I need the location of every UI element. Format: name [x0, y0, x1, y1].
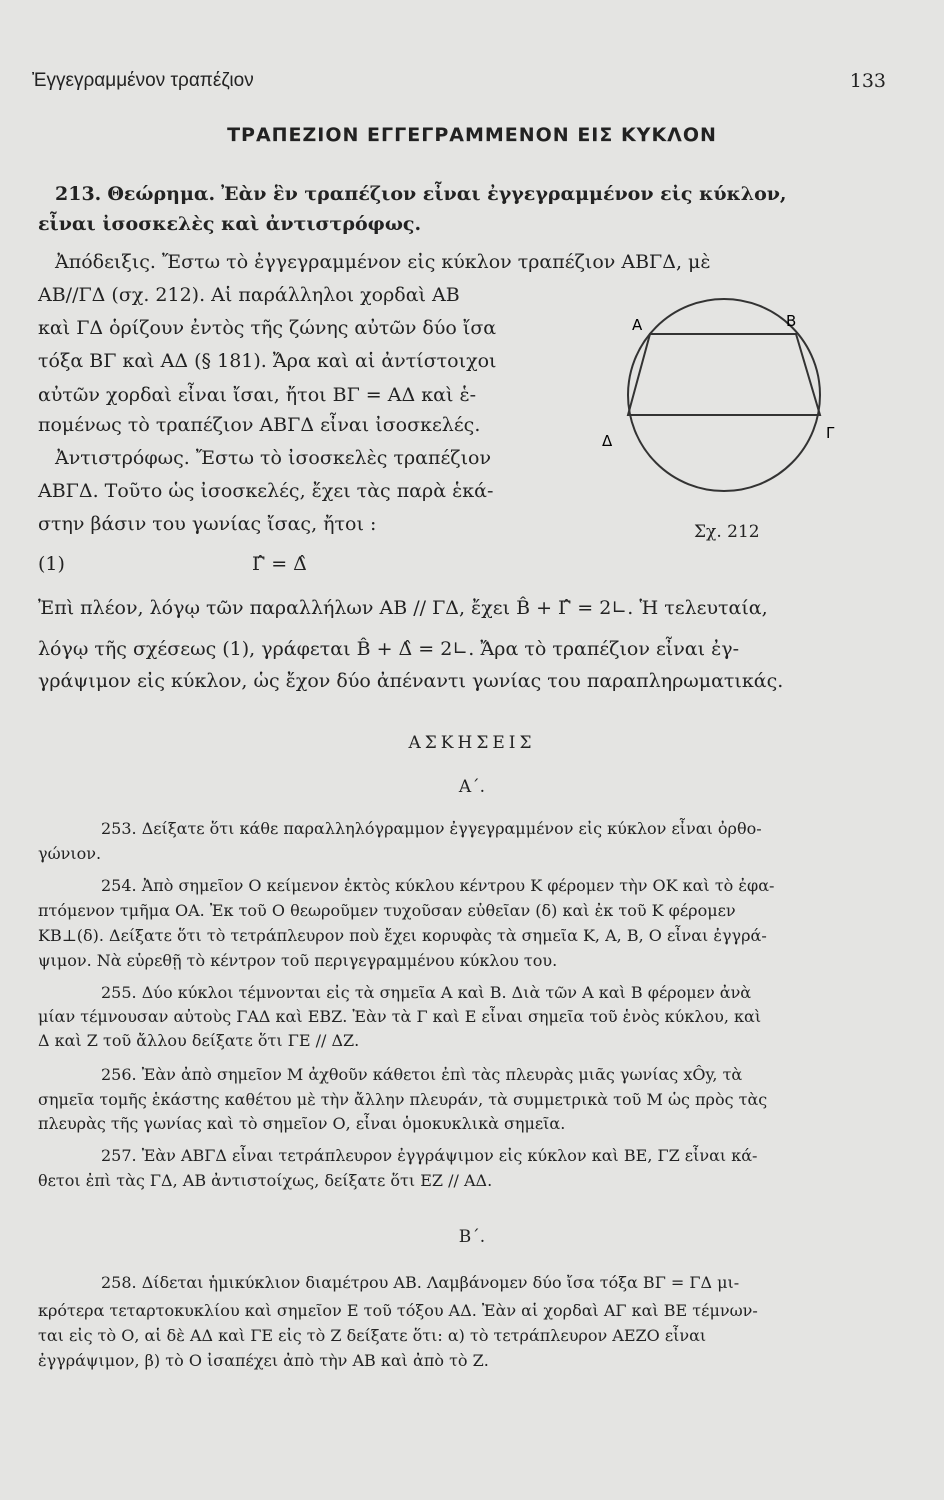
- vertex-label-d: Δ: [602, 432, 613, 450]
- proof-line: ΑΒ//ΓΔ (σχ. 212). Αἱ παράλληλοι χορδαὶ ΑΒ: [38, 284, 460, 306]
- proof-line: πομένως τὸ τραπέζιον ΑΒΓΔ εἶναι ἰσοσκελές.: [38, 414, 481, 436]
- trapezoid: [628, 334, 820, 415]
- equation-number: (1): [38, 553, 65, 575]
- exercise-line: Δ καὶ Ζ τοῦ ἄλλου δείξατε ὅτι ΓΕ // ΔΖ.: [38, 1031, 360, 1050]
- exercise-line: ἐγγράψιμον, β) τὸ Ο ἰσαπέχει ἀπὸ τὴν ΑΒ καὶ ἀπὸ τὸ Ζ.: [38, 1351, 489, 1370]
- conclusion-line: Ἐπὶ πλέον, λόγῳ τῶν παραλλήλων ΑΒ // ΓΔ, ἔχει B̂ + Γ̂ = 2∟. Ἡ τελευταία,: [38, 597, 768, 619]
- exercise-line: πλευρὰς τῆς γωνίας καὶ τὸ σημεῖον Ο, εἶναι ὁμοκυκλικὰ σημεῖα.: [38, 1114, 566, 1133]
- exercise-line: μίαν τέμνουσαν αὐτοὺς ΓΑΔ καὶ ΕΒΖ. Ἐὰν τὰ Γ καὶ Ε εἶναι σημεῖα τοῦ ἑνὸς κύκλου, καὶ: [38, 1007, 762, 1026]
- page-number: 133: [849, 70, 886, 92]
- exercise-group-b: Β΄.: [458, 1227, 486, 1247]
- exercise-line: ψιμον. Νὰ εὑρεθῇ τὸ κέντρον τοῦ περιγεγραμμένου κύκλου του.: [38, 951, 558, 970]
- exercise-line: ΚΒ⊥(δ). Δείξατε ὅτι τὸ τετράπλευρον ποὺ ἔχει κορυφὰς τὰ σημεῖα Κ, Α, Β, Ο εἶναι ἐγγρά-: [38, 926, 767, 945]
- section-title: ΤΡΑΠΕΖΙΟΝ ΕΓΓΕΓΡΑΜΜΕΝΟΝ ΕΙΣ ΚΥΚΛΟΝ: [227, 124, 717, 146]
- proof-line: ΑΒΓΔ. Τοῦτο ὡς ἰσοσκελές, ἔχει τὰς παρὰ ἑκά-: [38, 480, 494, 502]
- figure-212: [596, 290, 856, 550]
- proof-line: τόξα ΒΓ καὶ ΑΔ (§ 181). Ἄρα καὶ αἱ ἀντίστοιχοι: [38, 350, 497, 372]
- theorem-statement-2: εἶναι ἰσοσκελὲς καὶ ἀντιστρόφως.: [38, 213, 422, 235]
- exercises-title: ΑΣΚΗΣΕΙΣ: [408, 733, 536, 753]
- exercise-line: 258. Δίδεται ἡμικύκλιον διαμέτρου ΑΒ. Λαμβάνομεν δύο ἴσα τόξα ΒΓ = ΓΔ μι-: [101, 1273, 740, 1292]
- theorem-line-2: [38, 212, 421, 236]
- exercise-line: ται εἰς τὸ Ο, αἱ δὲ ΑΔ καὶ ΓΕ εἰς τὸ Ζ δείξατε ὅτι: α) τὸ τετράπλευρον ΑΕΖΟ εἶναι: [38, 1326, 707, 1345]
- exercise-line: σημεῖα τομῆς ἑκάστης καθέτου μὲ τὴν ἄλλην πλευράν, τὰ συμμετρικὰ τοῦ Μ ὡς πρὸς τὰς: [38, 1090, 768, 1109]
- vertex-label-a: Α: [632, 316, 643, 334]
- exercise-line: γώνιον.: [38, 844, 102, 863]
- exercise-line: πτόμενον τμῆμα ΟΑ. Ἐκ τοῦ Ο θεωροῦμεν τυχοῦσαν εὐθεῖαν (δ) καὶ ἐκ τοῦ Κ φέρομεν: [38, 901, 736, 920]
- exercise-line: 254. Ἀπὸ σημεῖον Ο κείμενον ἐκτὸς κύκλου κέντρου Κ φέρομεν τὴν ΟΚ καὶ τὸ ἐφα-: [101, 876, 775, 895]
- conclusion-line: λόγῳ τῆς σχέσεως (1), γράφεται B̂ + Δ̂ = 2∟. Ἄρα τὸ τραπέζιον εἶναι ἐγ-: [38, 638, 740, 660]
- proof-line: αὐτῶν χορδαὶ εἶναι ἴσαι, ἤτοι ΒΓ = ΑΔ καὶ ἑ-: [38, 384, 477, 406]
- vertex-label-g: Γ: [826, 424, 835, 442]
- proof-line: στην βάσιν του γωνίας ἴσας, ἤτοι :: [38, 513, 377, 535]
- theorem-number: 213.: [55, 183, 102, 205]
- exercise-line: 253. Δείξατε ὅτι κάθε παραλληλόγραμμον ἐγγεγραμμένον εἰς κύκλον εἶναι ὀρθο-: [101, 819, 762, 838]
- exercise-line: 255. Δύο κύκλοι τέμνονται εἰς τὰ σημεῖα Α καὶ Β. Διὰ τῶν Α καὶ Β φέρομεν ἀνὰ: [101, 983, 752, 1002]
- exercise-line: θετοι ἐπὶ τὰς ΓΔ, ΑΒ ἀντιστοίχως, δείξατε ὅτι ΕΖ // ΑΔ.: [38, 1171, 493, 1190]
- running-title: Ἐγγεγραμμένον τραπέζιον: [32, 70, 254, 91]
- figure-caption: Σχ. 212: [694, 522, 760, 542]
- exercise-line: κρότερα τεταρτοκυκλίου καὶ σημεῖον Ε τοῦ τόξου ΑΔ. Ἐὰν αἱ χορδαὶ ΑΓ καὶ ΒΕ τέμνων-: [38, 1301, 758, 1320]
- proof-line: Ἀντιστρόφως. Ἔστω τὸ ἰσοσκελὲς τραπέζιον: [55, 447, 492, 469]
- conclusion-line: γράψιμον εἰς κύκλον, ὡς ἔχον δύο ἀπέναντι γωνίας του παραπληρωματικάς.: [38, 670, 784, 692]
- exercise-group-a: Α΄.: [458, 777, 486, 797]
- theorem-line-1: [55, 182, 787, 206]
- equation-expression: Γ̂ = Δ̂: [252, 553, 307, 575]
- vertex-label-b: Β: [786, 312, 797, 330]
- exercise-line: 256. Ἐὰν ἀπὸ σημεῖον Μ ἀχθοῦν κάθετοι ἐπὶ τὰς πλευρὰς μιᾶς γωνίας xÔy, τὰ: [101, 1065, 743, 1084]
- proof-line: Ἀπόδειξις. Ἔστω τὸ ἐγγεγραμμένον εἰς κύκλον τραπέζιον ΑΒΓΔ, μὲ: [55, 251, 711, 273]
- theorem-statement-1: Ἐὰν ἓν τραπέζιον εἶναι ἐγγεγραμμένον εἰς κύκλον,: [221, 183, 787, 205]
- theorem-label: Θεώρημα.: [107, 183, 216, 205]
- exercise-line: 257. Ἐὰν ΑΒΓΔ εἶναι τετράπλευρον ἐγγράψιμον εἰς κύκλον καὶ ΒΕ, ΓΖ εἶναι κά-: [101, 1146, 758, 1165]
- proof-line: καὶ ΓΔ ὁρίζουν ἐντὸς τῆς ζώνης αὐτῶν δύο ἴσα: [38, 317, 497, 339]
